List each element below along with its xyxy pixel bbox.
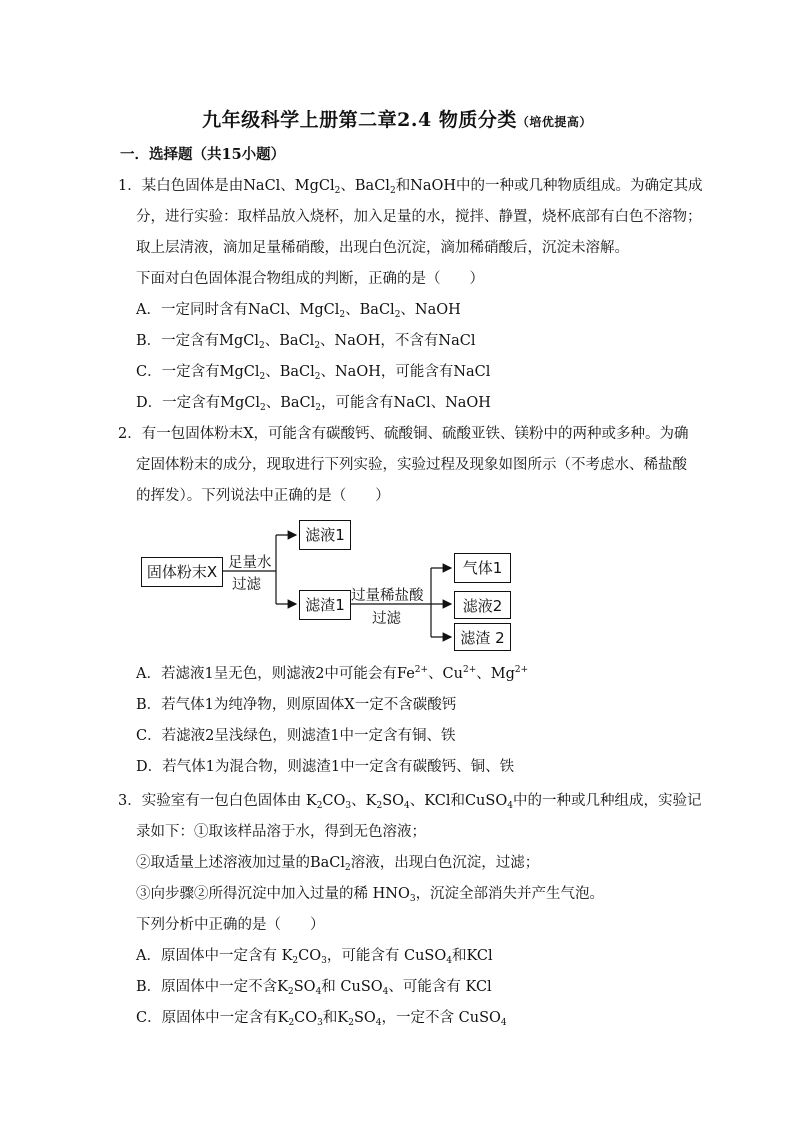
question-2-line-3: 的挥发）。下列说法中正确的是（ ） [136,488,390,504]
question-3-stem: 下列分析中正确的是（ ） [136,917,325,933]
question-3-line-3: ②取适量上述溶液加过量的BaCl$_2$溶液，出现白色沉淀，过滤； [136,855,540,873]
box-residue-2: 滤渣 2 [454,623,511,651]
question-3-line-1: 3．实验室有一包白色固体由 $K_2CO_3$、$K_2SO_4$、KCl和CuSO$_4$中的一种或几种组成，实验记 [118,793,702,811]
question-1-stem: 下面对白色固体混合物组成的判断，正确的是（ ） [136,271,484,287]
question-3-option-b: B．原固体中一定不含$K_2SO_4$和 CuSO$_4$、可能含有 KCl [136,979,492,997]
page-title [0,105,794,132]
question-number: 1． [118,178,142,194]
question-1-option-b: B．一定含有MgCl$_2$、BaCl$_2$、NaOH，不含有NaCl [136,333,476,351]
question-1-line-2: 分，进行实验：取样品放入烧杯，加入足量的水，搅拌、静置，烧杯底部有白色不溶物； [136,209,702,225]
box-solid-powder-x: 固体粉末X [141,557,223,587]
question-2-line-2: 定固体粉末的成分，现取进行下列实验，实验过程及现象如图所示（不考虑水、稀盐酸 [136,457,687,473]
question-1-line-1: 1．某白色固体是由NaCl、MgCl$_2$、BaCl$_2$和NaOH中的一种或几种物质组成。为确定其成 [118,178,703,196]
box-filtrate-2: 滤液2 [454,591,511,619]
section-heading: 一．选择题（共15小题） [120,146,286,163]
question-2-line-1: 2．有一包固体粉末X，可能含有碳酸钙、硫酸铜、硫酸亚铁、镁粉中的两种或多种。为确 [118,426,689,442]
question-3-line-2: 录如下：①取该样品溶于水，得到无色溶液； [136,824,426,840]
question-3-line-4: ③向步骤②所得沉淀中加入过量的稀 $HNO_3$，沉淀全部消失并产生气泡。 [136,886,605,904]
step-2-reagent-label: 过量稀盐酸 [351,588,424,604]
question-1-option-c: C．一定含有MgCl$_2$、BaCl$_2$、NaOH，可能含有NaCl [136,364,491,382]
question-2-option-b: B．若气体1为纯净物，则原固体X一定不含碳酸钙 [136,697,457,713]
question-1-line-3: 取上层清液，滴加足量稀硝酸，出现白色沉淀，滴加稀硝酸后，沉淀未溶解。 [136,240,629,256]
title-main: 九年级科学上册第二章2.4 物质分类 [202,109,517,131]
question-2-option-d: D．若气体1为混合物，则滤渣1中一定含有碳酸钙、铜、铁 [136,759,515,775]
question-1-option-d: D．一定含有MgCl$_2$、BaCl$_2$，可能含有NaCl、NaOH [136,395,491,413]
question-number: 3． [118,793,142,809]
question-2-option-c: C．若滤液2呈浅绿色，则滤渣1中一定含有铜、铁 [136,728,456,744]
question-3-option-a: A．原固体中一定含有 $K_2CO_3$，可能含有 CuSO$_4$和KCl [136,948,493,966]
question-1-option-a: A．一定同时含有NaCl、MgCl$_2$、BaCl$_2$、NaOH [136,302,461,320]
question-2-option-a: A．若滤液1呈无色，则滤液2中可能会有$Fe^{2+}$、$Cu^{2+}$、$Mg^{2+}$ [136,665,529,682]
box-gas-1: 气体1 [454,553,511,583]
title-subtitle: （培优提高） [516,115,592,129]
step-1-operation-label: 过滤 [232,577,261,593]
question-number: 2． [118,426,142,442]
box-residue-1: 滤渣1 [299,590,351,620]
step-1-reagent-label: 足量水 [228,555,272,571]
box-filtrate-1: 滤液1 [299,520,351,550]
step-2-operation-label: 过滤 [372,611,401,627]
question-3-option-c: C．原固体中一定含有$K_2CO_3$和$K_2SO_4$，一定不含 CuSO$_4$ [136,1010,507,1028]
